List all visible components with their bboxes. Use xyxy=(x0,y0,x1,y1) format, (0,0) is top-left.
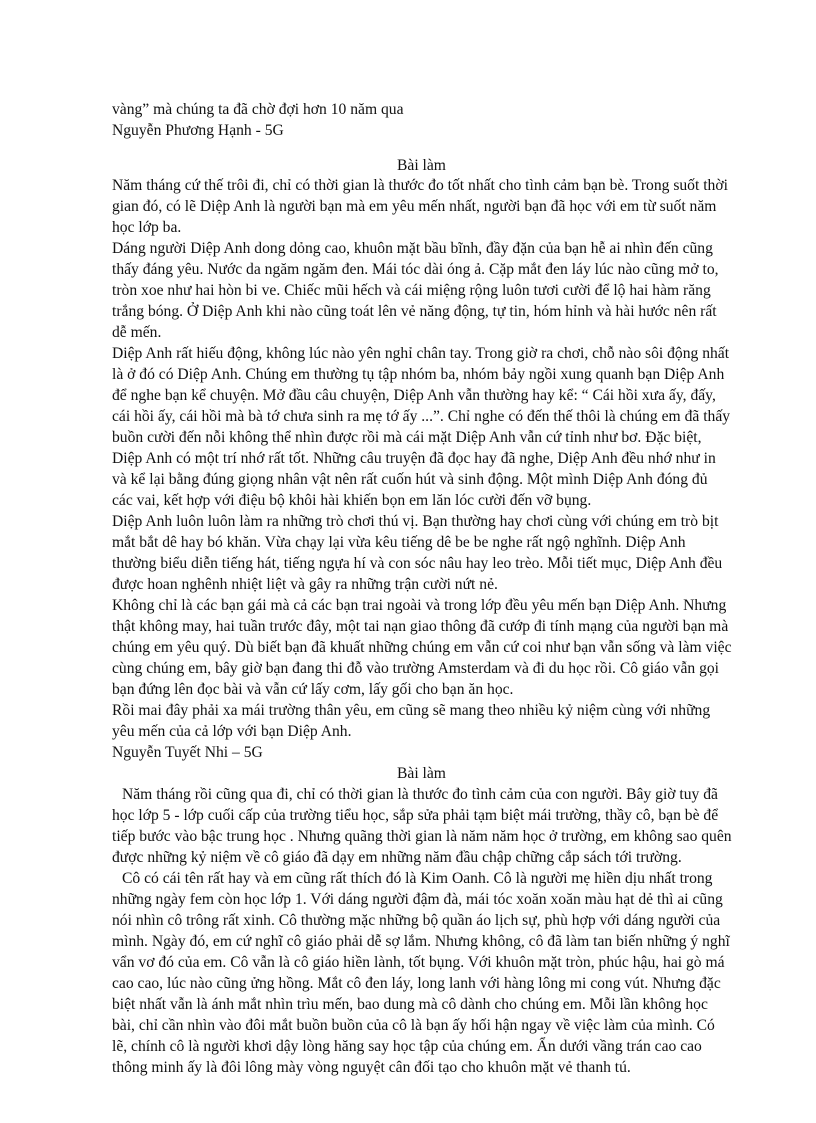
essay2-line: Cô có cái tên rất hay và em cũng rất thích đó là Kim Oanh. Cô là người mẹ hiền dịu nhất trong xyxy=(122,870,713,887)
essay1-line: thường biểu diễn tiếng hát, tiếng ngựa hí và con sóc nâu hay leo trèo. Mỗi tiết mục, Diệp Anh đều xyxy=(112,555,723,572)
essay2-line: tiếp bước vào bậc trung học . Nhưng quãng thời gian là năm năm học ở trường, em không sao quên xyxy=(112,828,732,845)
essay2-line: được những kỷ niệm về cô giáo đã dạy em những năm đầu chập chững cắp sách tới trường. xyxy=(112,849,682,866)
essay1-heading: Bài làm xyxy=(397,157,446,174)
essay1-line: Dáng người Diệp Anh dong dỏng cao, khuôn mặt bầu bĩnh, đầy đặn của bạn hễ ai nhìn đến cũng xyxy=(112,240,713,257)
essay2-line: những ngày fem còn học lớp 1. Với dáng người đậm đà, mái tóc xoăn xoăn màu hạt dẻ thì ai cũng xyxy=(112,891,723,908)
essay1-line: các vai, kết hợp với điệu bộ khôi hài khiến bọn em lăn lóc cười đến vỡ bụng. xyxy=(112,492,592,509)
essay1-line: học lớp ba. xyxy=(112,219,182,236)
essay1-line: yêu mến của cả lớp với bạn Diệp Anh. xyxy=(112,723,352,740)
essay2-line: cao cao, lúc nào cũng ửng hồng. Mắt cô đen láy, long lanh với hàng lông mi cong vút. Nhưng đặc xyxy=(112,975,721,992)
essay2-line: nói nhìn cô trông rất xinh. Cô thường mặc những bộ quần áo lịch sự, phù hợp với dáng người của xyxy=(112,912,721,929)
essay1-line: dễ mến. xyxy=(112,324,162,341)
essay1-line: Rồi mai đây phải xa mái trường thân yêu, em cũng sẽ mang theo nhiều kỷ niệm cùng với những xyxy=(112,702,711,719)
essay1-line: chúng em yêu quý. Dù biết bạn đã khuất những chúng em vẫn cứ coi như bạn vẫn sống và làm việc xyxy=(112,639,732,656)
essay1-line: Không chỉ là các bạn gái mà cả các bạn trai ngoài và trong lớp đều yêu mến bạn Diệp Anh. Nhưng xyxy=(112,597,727,614)
essay2-heading: Bài làm xyxy=(397,765,446,782)
essay2-line: thông minh ấy là đôi lông mày vòng nguyệt cân đối tạo cho khuôn mặt vẻ thanh tú. xyxy=(112,1059,631,1076)
essay1-line: Diệp Anh có một trí nhớ rất tốt. Những câu truyện đã đọc hay đã nghe, Diệp Anh đều nhớ như in xyxy=(112,450,716,467)
essay1-line: thật không may, hai tuần trước đây, một tai nạn giao thông đã cướp đi tính mạng của người bạn mà xyxy=(112,618,729,635)
essay1-line: tròn xoe như hai hòn bi ve. Chiếc mũi hếch và cái miệng rộng luôn tươi cười để lộ hai hàm răng xyxy=(112,282,711,299)
essay2-line: bài, chỉ cần nhìn vào đôi mắt buồn buồn của cô là bạn ấy hối hận ngay về việc làm của mình. Có xyxy=(112,1017,715,1034)
essay2-line: học lớp 5 - lớp cuối cấp của trường tiểu học, sắp sửa phải tạm biệt mái trường, thầy cô, bạn bè để xyxy=(112,807,719,824)
essay2-line: mình. Ngày đó, em cứ nghĩ cô giáo phải dễ sợ lắm. Nhưng không, cô đã làm tan biến những ý nghĩ xyxy=(112,933,730,950)
essay1-line: Diệp Anh rất hiếu động, không lúc nào yên nghỉ chân tay. Trong giờ ra chơi, chỗ nào sôi động nhất xyxy=(112,345,730,362)
essay1-line: trắng bóng. Ở Diệp Anh khi nào cũng toát lên vẻ năng động, tự tin, hóm hỉnh và hài hước nên rất xyxy=(112,303,717,320)
essay1-line: buồn cười đến nỗi không thể nhìn được rồi mà cái mặt Diệp Anh vẫn cứ tỉnh như bơ. Đặc biệt, xyxy=(112,429,702,446)
essay1-author: Nguyễn Tuyết Nhi – 5G xyxy=(112,744,263,761)
essay1-line: cùng chúng em, bây giờ bạn đang thi đỗ vào trường Amsterdam và đi du học rồi. Cô giáo vẫn gọi xyxy=(112,660,719,677)
essay1-line: và kể lại bằng đúng giọng nhân vật nên rất cuốn hút và sinh động. Một mình Diệp Anh đóng đủ xyxy=(112,471,708,488)
intro-line: vàng” mà chúng ta đã chờ đợi hơn 10 năm qua xyxy=(112,101,404,118)
essay2-line: lẽ, chính cô là người khơi dậy lòng hăng say học tập của chúng em. Ẩn dưới vầng trán cao cao xyxy=(112,1038,702,1055)
essay1-line: là ở đó có Diệp Anh. Chúng em thường tụ tập nhóm ba, nhóm bảy ngồi xung quanh bạn Diệp Anh xyxy=(112,366,725,383)
essay2-line: biệt nhất vẫn là ánh mắt nhìn trìu mến, bao dung mà cô dành cho chúng em. Mỗi lần không học xyxy=(112,996,708,1013)
essay1-line: mắt bắt dê hay bó khăn. Vừa chạy lại vừa kêu tiếng dê be be nghe rất ngộ nghĩnh. Diệp Anh xyxy=(112,534,686,551)
essay1-line: Diệp Anh luôn luôn làm ra những trò chơi thú vị. Bạn thường hay chơi cùng với chúng em trò bịt xyxy=(112,513,719,530)
essay1-line: được hoan nghênh nhiệt liệt và gây ra những trận cười nứt nẻ. xyxy=(112,576,498,593)
essay1-line: cái hồi ấy, cái hồi mà bà tớ chưa sinh ra mẹ tớ ấy ...”. Chỉ nghe có đến thế thôi là chúng em đã thấy xyxy=(112,408,731,425)
essay1-line: để nghe bạn kể chuyện. Mở đầu câu chuyện, Diệp Anh vẫn thường hay kể: “ Cái hồi xưa ấy, đấy, xyxy=(112,387,716,404)
essay2-line: Năm tháng rồi cũng qua đi, chỉ có thời gian là thước đo tình cảm của con người. Bây giờ tuy đã xyxy=(122,786,718,803)
essay1-line: gian đó, có lẽ Diệp Anh là người bạn mà em yêu mến nhất, người bạn đã học với em từ suốt năm xyxy=(112,198,717,215)
essay2-line: vẩn vơ đó của em. Cô vẫn là cô giáo hiền lành, tốt bụng. Với khuôn mặt tròn, phúc hậu, hai gò má xyxy=(112,954,725,971)
essay1-line: Năm tháng cứ thế trôi đi, chỉ có thời gian là thước đo tốt nhất cho tình cảm bạn bè. Trong suốt thời xyxy=(112,177,728,194)
essay1-line: bạn đứng lên đọc bài và vẫn cứ lấy cơm, lấy gối cho bạn ăn học. xyxy=(112,681,514,698)
essay1-line: thấy đáng yêu. Nước da ngăm ngăm đen. Mái tóc dài óng ả. Cặp mắt đen láy lúc nào cũng mở to, xyxy=(112,261,719,278)
author-line: Nguyễn Phương Hạnh - 5G xyxy=(112,122,284,139)
